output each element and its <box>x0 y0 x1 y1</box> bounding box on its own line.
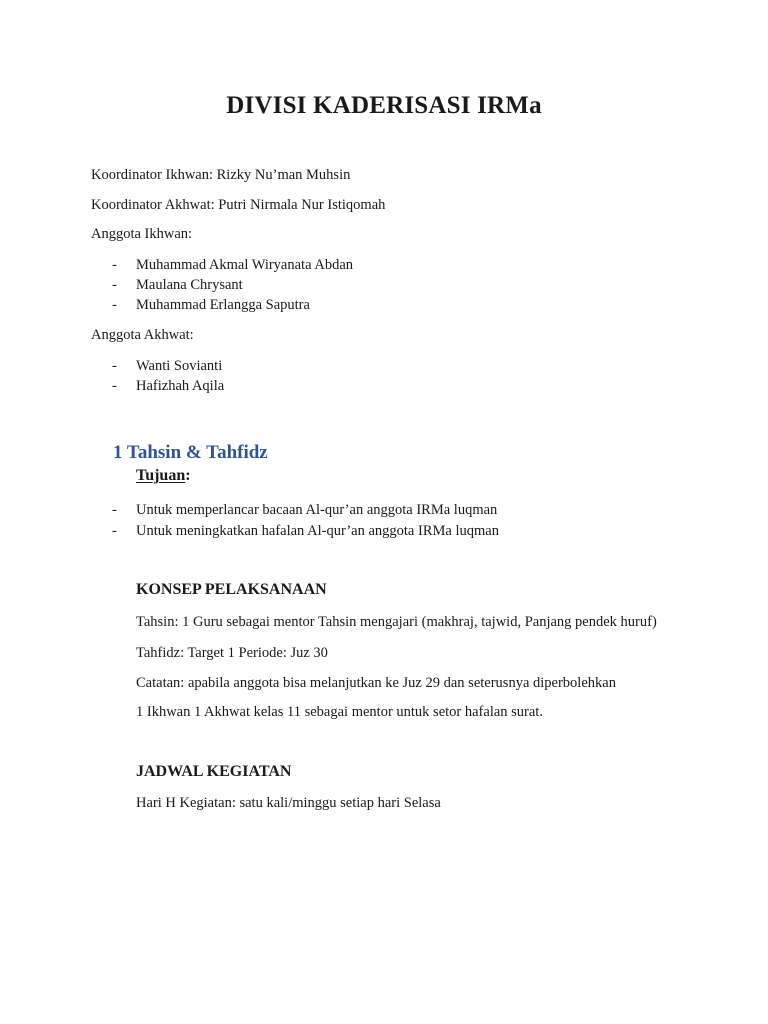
tujuan-heading <box>136 467 191 485</box>
list-item-text: Wanti Sovianti <box>136 358 223 374</box>
list-item-text: Untuk memperlancar bacaan Al-qur’an anggota IRMa luqman <box>136 502 498 518</box>
koordinator-ikhwan: Koordinator Ikhwan: Rizky Nu’man Muhsin <box>91 167 351 183</box>
bullet-dash: - <box>112 257 117 273</box>
section-number: 1 <box>113 442 123 463</box>
bullet-dash: - <box>112 378 117 394</box>
list-item-text: Hafizhah Aqila <box>136 378 225 394</box>
section-title: Tahsin & Tahfidz <box>126 442 268 463</box>
bullet-dash: - <box>112 358 117 374</box>
anggota-ikhwan-label: Anggota Ikhwan: <box>91 226 193 242</box>
jadwal-line: Hari H Kegiatan: satu kali/minggu setiap hari Selasa <box>136 795 441 811</box>
tujuan-colon: : <box>185 467 191 484</box>
konsep-line: Tahfidz: Target 1 Periode: Juz 30 <box>136 645 328 661</box>
konsep-line: 1 Ikhwan 1 Akhwat kelas 11 sebagai mentor untuk setor hafalan surat. <box>136 704 543 720</box>
list-item-text: Muhammad Erlangga Saputra <box>136 297 310 313</box>
list-item-text: Untuk meningkatkan hafalan Al-qur’an anggota IRMa luqman <box>136 523 499 539</box>
jadwal-heading: JADWAL KEGIATAN <box>136 763 292 780</box>
section-heading <box>113 442 268 464</box>
bullet-dash: - <box>112 297 117 313</box>
bullet-dash: - <box>112 502 117 518</box>
list-item-text: Maulana Chrysant <box>136 277 243 293</box>
document-title: DIVISI KADERISASI IRMa <box>226 92 542 119</box>
koordinator-akhwat: Koordinator Akhwat: Putri Nirmala Nur Istiqomah <box>91 197 386 213</box>
konsep-heading: KONSEP PELAKSANAAN <box>136 581 327 598</box>
list-item-text: Muhammad Akmal Wiryanata Abdan <box>136 257 354 273</box>
bullet-dash: - <box>112 277 117 293</box>
konsep-line: Catatan: apabila anggota bisa melanjutkan ke Juz 29 dan seterusnya diperbolehkan <box>136 675 616 691</box>
konsep-line: Tahsin: 1 Guru sebagai mentor Tahsin mengajari (makhraj, tajwid, Panjang pendek huruf) <box>136 614 657 630</box>
tujuan-label: Tujuan <box>136 467 186 484</box>
bullet-dash: - <box>112 523 117 539</box>
anggota-akhwat-label: Anggota Akhwat: <box>91 327 194 343</box>
